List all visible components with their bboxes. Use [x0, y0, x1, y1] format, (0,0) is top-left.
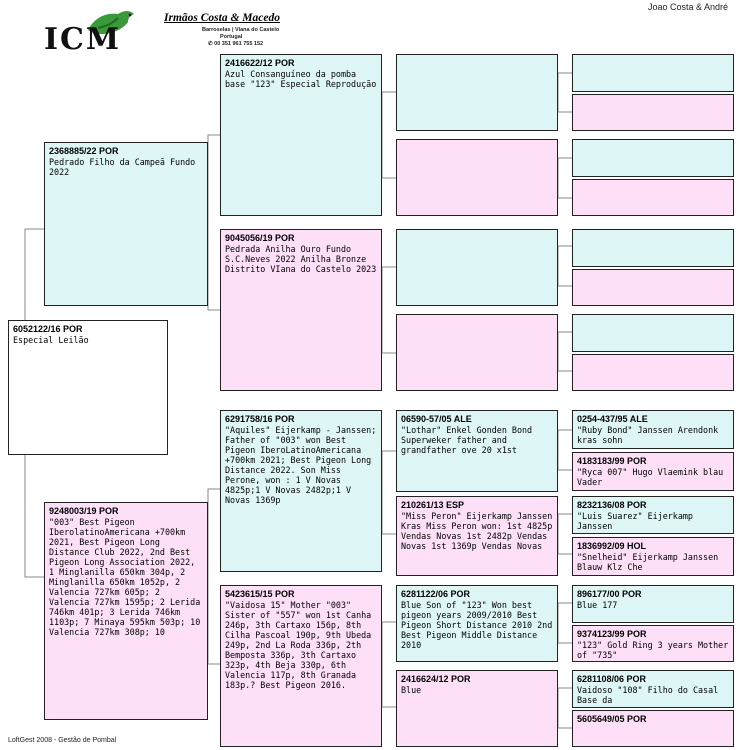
pedigree-gen5-2[interactable]: [572, 94, 734, 131]
ring-number: 8232136/08 POR: [577, 500, 647, 510]
logo-text: ICM: [44, 22, 122, 57]
pedigree-sire-dam[interactable]: [220, 229, 382, 391]
pedigree-subject[interactable]: [8, 320, 168, 455]
ring-number: 2416624/12 POR: [401, 674, 471, 684]
pedigree-gen5-16[interactable]: [572, 710, 734, 747]
phone-icon: ✆: [208, 41, 215, 47]
pigeon-description: Blue: [401, 685, 422, 695]
ring-number: 9045056/19 POR: [225, 233, 295, 243]
pedigree-gen5-15[interactable]: [572, 670, 734, 708]
loft-header: [6, 4, 340, 57]
pigeon-description: Blue Son of "123" Won best pigeon years 2009/2010 Best Pigeon Short Distance 2010 2nd Best Pigeon Middle Distance 2010: [401, 600, 558, 650]
ring-number: 9248003/19 POR: [49, 506, 119, 516]
pigeon-description: Azul Consanguíneo da pomba base "123" Especial Reprodução: [225, 69, 377, 89]
ring-number: 2416622/12 POR: [225, 58, 295, 68]
pigeon-description: "Ruby Bond" Janssen Arendonk kras sohn: [577, 425, 724, 445]
pedigree-gen5-10[interactable]: [572, 452, 734, 491]
pigeon-description: "Aquiles" Eijerkamp - Janssen; Father of "003" won Best Pigeon IberoLatinoAmericana +700km 2021; Best Pigeon Long Distance 2022. Son Miss Perone, won : 1 V Novas 4825p;1 V Novas 2482p;1 V Novas 1369p: [225, 425, 382, 505]
loft-name: Irmãos Costa & Macedo: [164, 12, 280, 24]
ring-number: 896177/00 POR: [577, 589, 642, 599]
ring-number: 6052122/16 POR: [13, 324, 83, 334]
pigeon-description: "Ryca 007" Hugo Vlaemink blau Vader: [577, 467, 729, 487]
pedigree-dam-dam[interactable]: [220, 585, 382, 747]
ring-number: 0254-437/95 ALE: [577, 414, 648, 424]
pigeon-description: Vaidoso "108" Filho do Casal Base da: [577, 685, 724, 705]
loft-location: Barroselas | Viana do Castelo: [202, 27, 280, 33]
pedigree-gen5-9[interactable]: [572, 410, 734, 449]
pedigree-sd-dam[interactable]: [396, 314, 558, 391]
pedigree-gen5-7[interactable]: [572, 314, 734, 352]
ring-number: 2368885/22 POR: [49, 146, 119, 156]
owner-name: Joao Costa & André: [647, 2, 728, 12]
pigeon-description: Pedrada Anilha Ouro Fundo S.C.Neves 2022 Anilha Bronze Distrito VIana do Castelo 2023: [225, 244, 377, 274]
pedigree-ss-dam[interactable]: [396, 139, 558, 216]
pedigree-gen5-4[interactable]: [572, 179, 734, 216]
ring-number: 5605649/05 POR: [577, 714, 647, 724]
pedigree-ds-dam[interactable]: [396, 496, 558, 576]
pigeon-description: "003" Best Pigeon IberolatinoAmericana +700km 2021, Best Pigeon Long Distance Club 2022, 2nd Best Pigeon Long Association 2022, 1 Minglanilla 650km 304p, 2 Minglanilla 650km 1052p, 2 Valencia 727km 605p; 2 Valencia 727km 1595p; 2 Lerida 746km 401p; 3 Lerida 746km 1103p; 7 Minaya 595km 503p; 10 Valencia 727km 308p; 10: [49, 517, 206, 637]
pedigree-dd-sire[interactable]: [396, 585, 558, 662]
pedigree-ds-sire[interactable]: [396, 410, 558, 492]
pigeon-description: Pedrado Filho da Campeã Fundo 2022: [49, 157, 201, 177]
pigeon-description: Especial Leilão: [13, 335, 89, 345]
pedigree-gen5-14[interactable]: [572, 625, 734, 662]
pigeon-description: Blue 177: [577, 600, 618, 610]
ring-number: 9374123/99 POR: [577, 629, 647, 639]
ring-number: 6291758/16 POR: [225, 414, 295, 424]
pedigree-gen5-3[interactable]: [572, 139, 734, 177]
pedigree-gen5-6[interactable]: [572, 269, 734, 306]
ring-number: 5423615/15 POR: [225, 589, 295, 599]
pedigree-sire[interactable]: [44, 142, 208, 306]
loft-country: Portugal: [220, 34, 243, 40]
pedigree-gen5-5[interactable]: [572, 229, 734, 267]
ring-number: 06590-57/05 ALE: [401, 414, 472, 424]
pedigree-gen5-12[interactable]: [572, 537, 734, 576]
pedigree-gen5-11[interactable]: [572, 496, 734, 534]
pigeon-description: "Miss Peron" Eijerkamp Janssen Kras Miss Peron won: 1st 4825p Vendas Novas 1st 2482p Vendas Novas 1st 1369p Vendas Novas: [401, 511, 558, 551]
pedigree-sd-sire[interactable]: [396, 229, 558, 306]
pedigree-dd-dam[interactable]: [396, 670, 558, 747]
pigeon-description: "Luis Suarez" Eijerkamp Janssen: [577, 511, 699, 531]
ring-number: 1836992/09 HOL: [577, 541, 647, 551]
pedigree-gen5-13[interactable]: [572, 585, 734, 623]
footer-text: LoftGest 2008 - Gestão de Pombal: [8, 737, 117, 744]
pigeon-description: "Snelheid" Eijerkamp Janssen Blauw Klz Che: [577, 552, 724, 572]
ring-number: 6281122/06 POR: [401, 589, 471, 599]
loft-phone: ✆ 00 351 961 755 152: [208, 41, 264, 47]
pedigree-gen5-1[interactable]: [572, 54, 734, 92]
pedigree-ss-sire[interactable]: [396, 54, 558, 131]
ring-number: 210261/13 ESP: [401, 500, 465, 510]
ring-number: 4183183/99 POR: [577, 456, 647, 466]
pedigree-sire-sire[interactable]: [220, 54, 382, 216]
pigeon-description: "Vaidosa 15" Mother "003" Sister of "557" won 1st Canha 246p, 3th Cartaxo 156p, 8th Cilha Pascoal 190p, 9th Ubeda 249p, 2nd La Roda 336p, 2th Bemposta 336p, 3th Cartaxo 323p, 4th Beja 330p, 6th Valencia 117p, 8th Granada 183p.? Best Pigeon 2016.: [225, 600, 377, 690]
pigeon-description: "Lothar" Enkel Gonden Bond Superweker father and grandfather ove 20 x1st: [401, 425, 538, 455]
pedigree-dam[interactable]: [44, 502, 208, 720]
pedigree-dam-sire[interactable]: [220, 410, 382, 572]
ring-number: 6281108/06 POR: [577, 674, 647, 684]
pedigree-gen5-8[interactable]: [572, 354, 734, 391]
pigeon-description: "123" Gold Ring 3 years Mother of "735": [577, 640, 734, 660]
